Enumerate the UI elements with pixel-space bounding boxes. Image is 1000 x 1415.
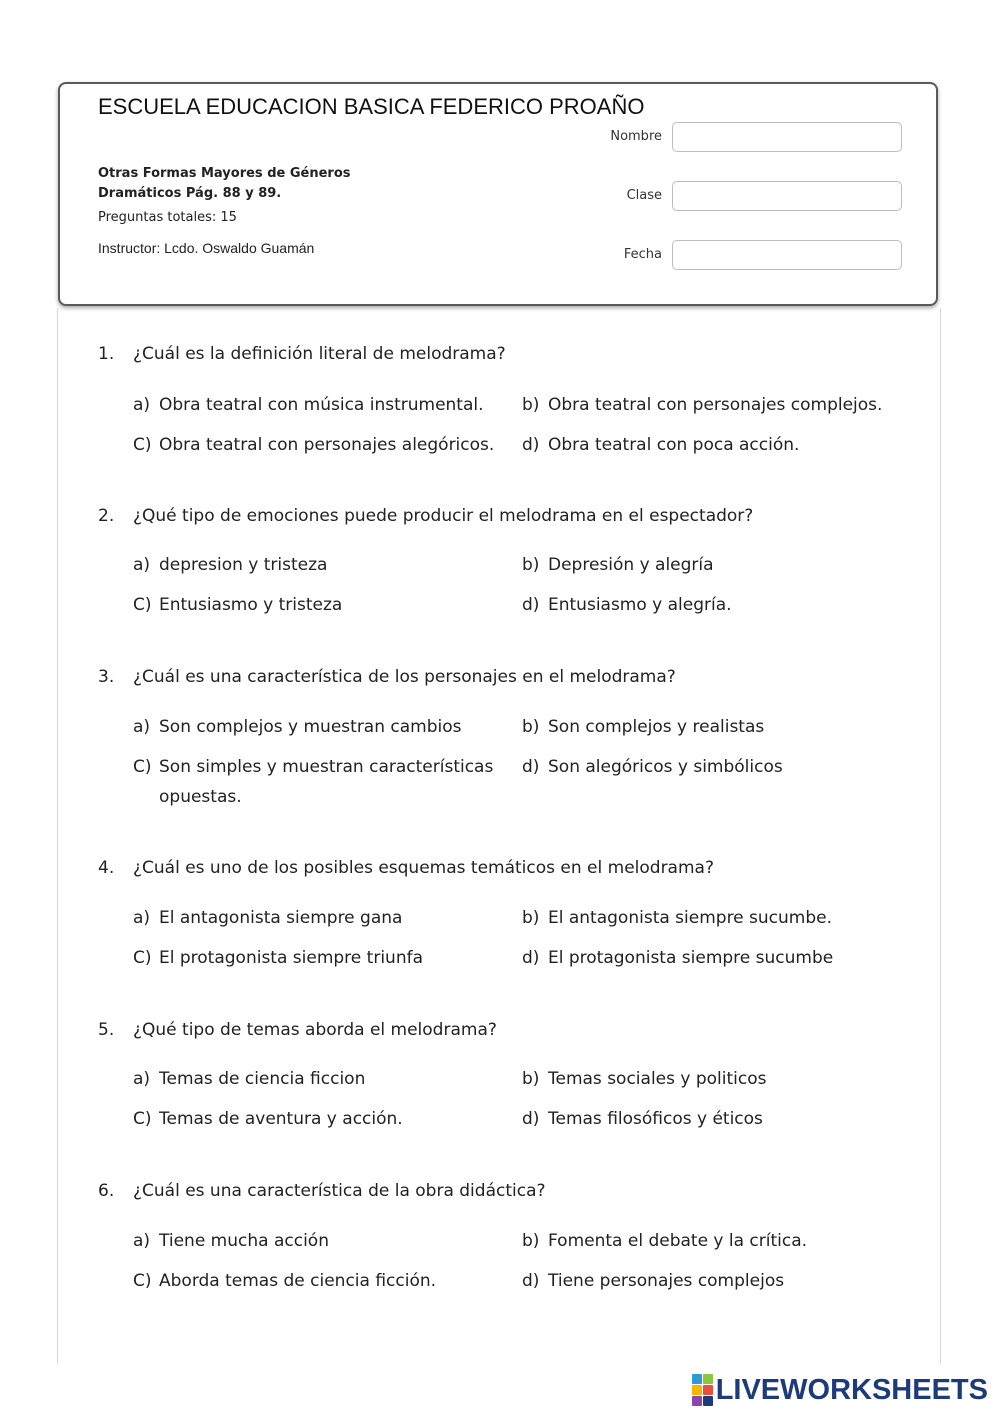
question-text bbox=[98, 342, 898, 366]
option-c[interactable] bbox=[133, 943, 519, 973]
option-letter: d) bbox=[522, 595, 540, 615]
option-text: El protagonista siempre sucumbe bbox=[548, 948, 834, 968]
question-5 bbox=[98, 1018, 898, 1129]
option-d[interactable] bbox=[522, 752, 918, 782]
option-letter: a) bbox=[133, 1069, 151, 1089]
name-field[interactable] bbox=[672, 122, 902, 152]
logo-mark-icon bbox=[692, 1374, 713, 1406]
option-d[interactable] bbox=[522, 1104, 918, 1134]
option-c[interactable] bbox=[133, 430, 519, 460]
option-text: Son complejos y muestran cambios bbox=[159, 717, 462, 737]
option-letter: b) bbox=[522, 908, 540, 928]
option-a[interactable] bbox=[133, 390, 519, 420]
question-2 bbox=[98, 504, 898, 615]
option-c[interactable] bbox=[133, 1104, 519, 1134]
option-text: Temas filosóficos y éticos bbox=[548, 1109, 763, 1129]
option-b[interactable] bbox=[522, 712, 918, 742]
option-letter: d) bbox=[522, 948, 540, 968]
question-number: 1. bbox=[98, 344, 115, 364]
worksheet-header bbox=[58, 82, 938, 306]
worksheet-subject: Otras Formas Mayores de Géneros Dramáticos Pág. 88 y 89. bbox=[98, 166, 351, 201]
question-prompt: ¿Qué tipo de emociones puede producir el melodrama en el espectador? bbox=[133, 506, 754, 526]
option-text: Temas de ciencia ficcion bbox=[159, 1069, 366, 1089]
option-c[interactable] bbox=[133, 752, 499, 812]
option-b[interactable] bbox=[522, 550, 918, 580]
option-letter: C) bbox=[133, 1271, 152, 1291]
option-a[interactable] bbox=[133, 712, 519, 742]
option-d[interactable] bbox=[522, 943, 918, 973]
liveworksheets-logo[interactable] bbox=[692, 1373, 988, 1407]
school-name: ESCUELA EDUCACION BASICA FEDERICO PROAÑO bbox=[98, 94, 645, 119]
question-prompt: ¿Qué tipo de temas aborda el melodrama? bbox=[133, 1020, 497, 1040]
question-text bbox=[98, 665, 898, 689]
question-number: 3. bbox=[98, 667, 115, 687]
option-text: Son alegóricos y simbólicos bbox=[548, 757, 783, 777]
class-field[interactable] bbox=[672, 181, 902, 211]
option-a[interactable] bbox=[133, 903, 519, 933]
option-b[interactable] bbox=[522, 1226, 918, 1256]
date-field[interactable] bbox=[672, 240, 902, 270]
option-letter: b) bbox=[522, 555, 540, 575]
question-6 bbox=[98, 1179, 898, 1291]
option-letter: a) bbox=[133, 555, 151, 575]
option-b[interactable] bbox=[522, 1064, 918, 1094]
option-a[interactable] bbox=[133, 1064, 519, 1094]
option-d[interactable] bbox=[522, 430, 918, 460]
option-text: Fomenta el debate y la crítica. bbox=[548, 1231, 808, 1251]
option-text: Depresión y alegría bbox=[548, 555, 714, 575]
option-text: Son complejos y realistas bbox=[548, 717, 765, 737]
option-letter: d) bbox=[522, 757, 540, 777]
question-prompt: ¿Cuál es una característica de la obra didáctica? bbox=[133, 1181, 546, 1201]
question-number: 6. bbox=[98, 1181, 115, 1201]
option-text: Obra teatral con poca acción. bbox=[548, 435, 800, 455]
option-letter: C) bbox=[133, 595, 152, 615]
question-text bbox=[98, 856, 898, 880]
option-letter: b) bbox=[522, 395, 540, 415]
option-letter: C) bbox=[133, 435, 152, 455]
total-questions: Preguntas totales: 15 bbox=[98, 210, 237, 225]
option-letter: b) bbox=[522, 1231, 540, 1251]
option-d[interactable] bbox=[522, 590, 918, 620]
option-c[interactable] bbox=[133, 1266, 519, 1296]
option-letter: d) bbox=[522, 435, 540, 455]
page-border-left bbox=[57, 308, 58, 1364]
option-b[interactable] bbox=[522, 903, 918, 933]
option-text: Obra teatral con personajes alegóricos. bbox=[159, 435, 495, 455]
option-a[interactable] bbox=[133, 1226, 519, 1256]
option-letter: a) bbox=[133, 717, 151, 737]
option-letter: d) bbox=[522, 1109, 540, 1129]
option-letter: a) bbox=[133, 395, 151, 415]
question-prompt: ¿Cuál es la definición literal de melodrama? bbox=[133, 344, 506, 364]
option-text: Tiene mucha acción bbox=[159, 1231, 329, 1251]
option-text: Obra teatral con música instrumental. bbox=[159, 395, 484, 415]
option-text: Temas de aventura y acción. bbox=[159, 1109, 403, 1129]
instructor: Instructor: Lcdo. Oswaldo Guamán bbox=[98, 240, 315, 256]
option-letter: a) bbox=[133, 908, 151, 928]
option-letter: b) bbox=[522, 717, 540, 737]
option-letter: C) bbox=[133, 948, 152, 968]
option-b[interactable] bbox=[522, 390, 918, 420]
option-text: depresion y tristeza bbox=[159, 555, 328, 575]
option-c[interactable] bbox=[133, 590, 519, 620]
option-text: Obra teatral con personajes complejos. bbox=[548, 395, 883, 415]
logo-text: LIVEWORKSHEETS bbox=[715, 1373, 988, 1406]
option-text: Temas sociales y politicos bbox=[548, 1069, 767, 1089]
option-text: Tiene personajes complejos bbox=[548, 1271, 785, 1291]
question-number: 4. bbox=[98, 858, 115, 878]
option-text: El antagonista siempre sucumbe. bbox=[548, 908, 833, 928]
option-text: El antagonista siempre gana bbox=[159, 908, 403, 928]
option-letter: C) bbox=[133, 757, 152, 777]
option-letter: a) bbox=[133, 1231, 151, 1251]
question-prompt: ¿Cuál es uno de los posibles esquemas temáticos en el melodrama? bbox=[133, 858, 714, 878]
question-number: 5. bbox=[98, 1020, 115, 1040]
page-border-right bbox=[940, 308, 941, 1364]
name-label: Nombre bbox=[610, 129, 662, 144]
option-a[interactable] bbox=[133, 550, 519, 580]
option-text: Son simples y muestran características opuestas. bbox=[159, 757, 494, 807]
date-label: Fecha bbox=[623, 247, 662, 262]
question-text bbox=[98, 504, 898, 528]
option-d[interactable] bbox=[522, 1266, 918, 1296]
question-number: 2. bbox=[98, 506, 115, 526]
question-prompt: ¿Cuál es una característica de los personajes en el melodrama? bbox=[133, 667, 676, 687]
class-label: Clase bbox=[626, 188, 662, 203]
question-text bbox=[98, 1018, 898, 1042]
option-text: El protagonista siempre triunfa bbox=[159, 948, 423, 968]
question-3 bbox=[98, 665, 898, 807]
question-4 bbox=[98, 856, 898, 968]
question-text bbox=[98, 1179, 898, 1203]
option-letter: d) bbox=[522, 1271, 540, 1291]
question-1 bbox=[98, 342, 898, 455]
option-letter: C) bbox=[133, 1109, 152, 1129]
option-text: Aborda temas de ciencia ficción. bbox=[159, 1271, 437, 1291]
option-letter: b) bbox=[522, 1069, 540, 1089]
option-text: Entusiasmo y tristeza bbox=[159, 595, 343, 615]
option-text: Entusiasmo y alegría. bbox=[548, 595, 732, 615]
